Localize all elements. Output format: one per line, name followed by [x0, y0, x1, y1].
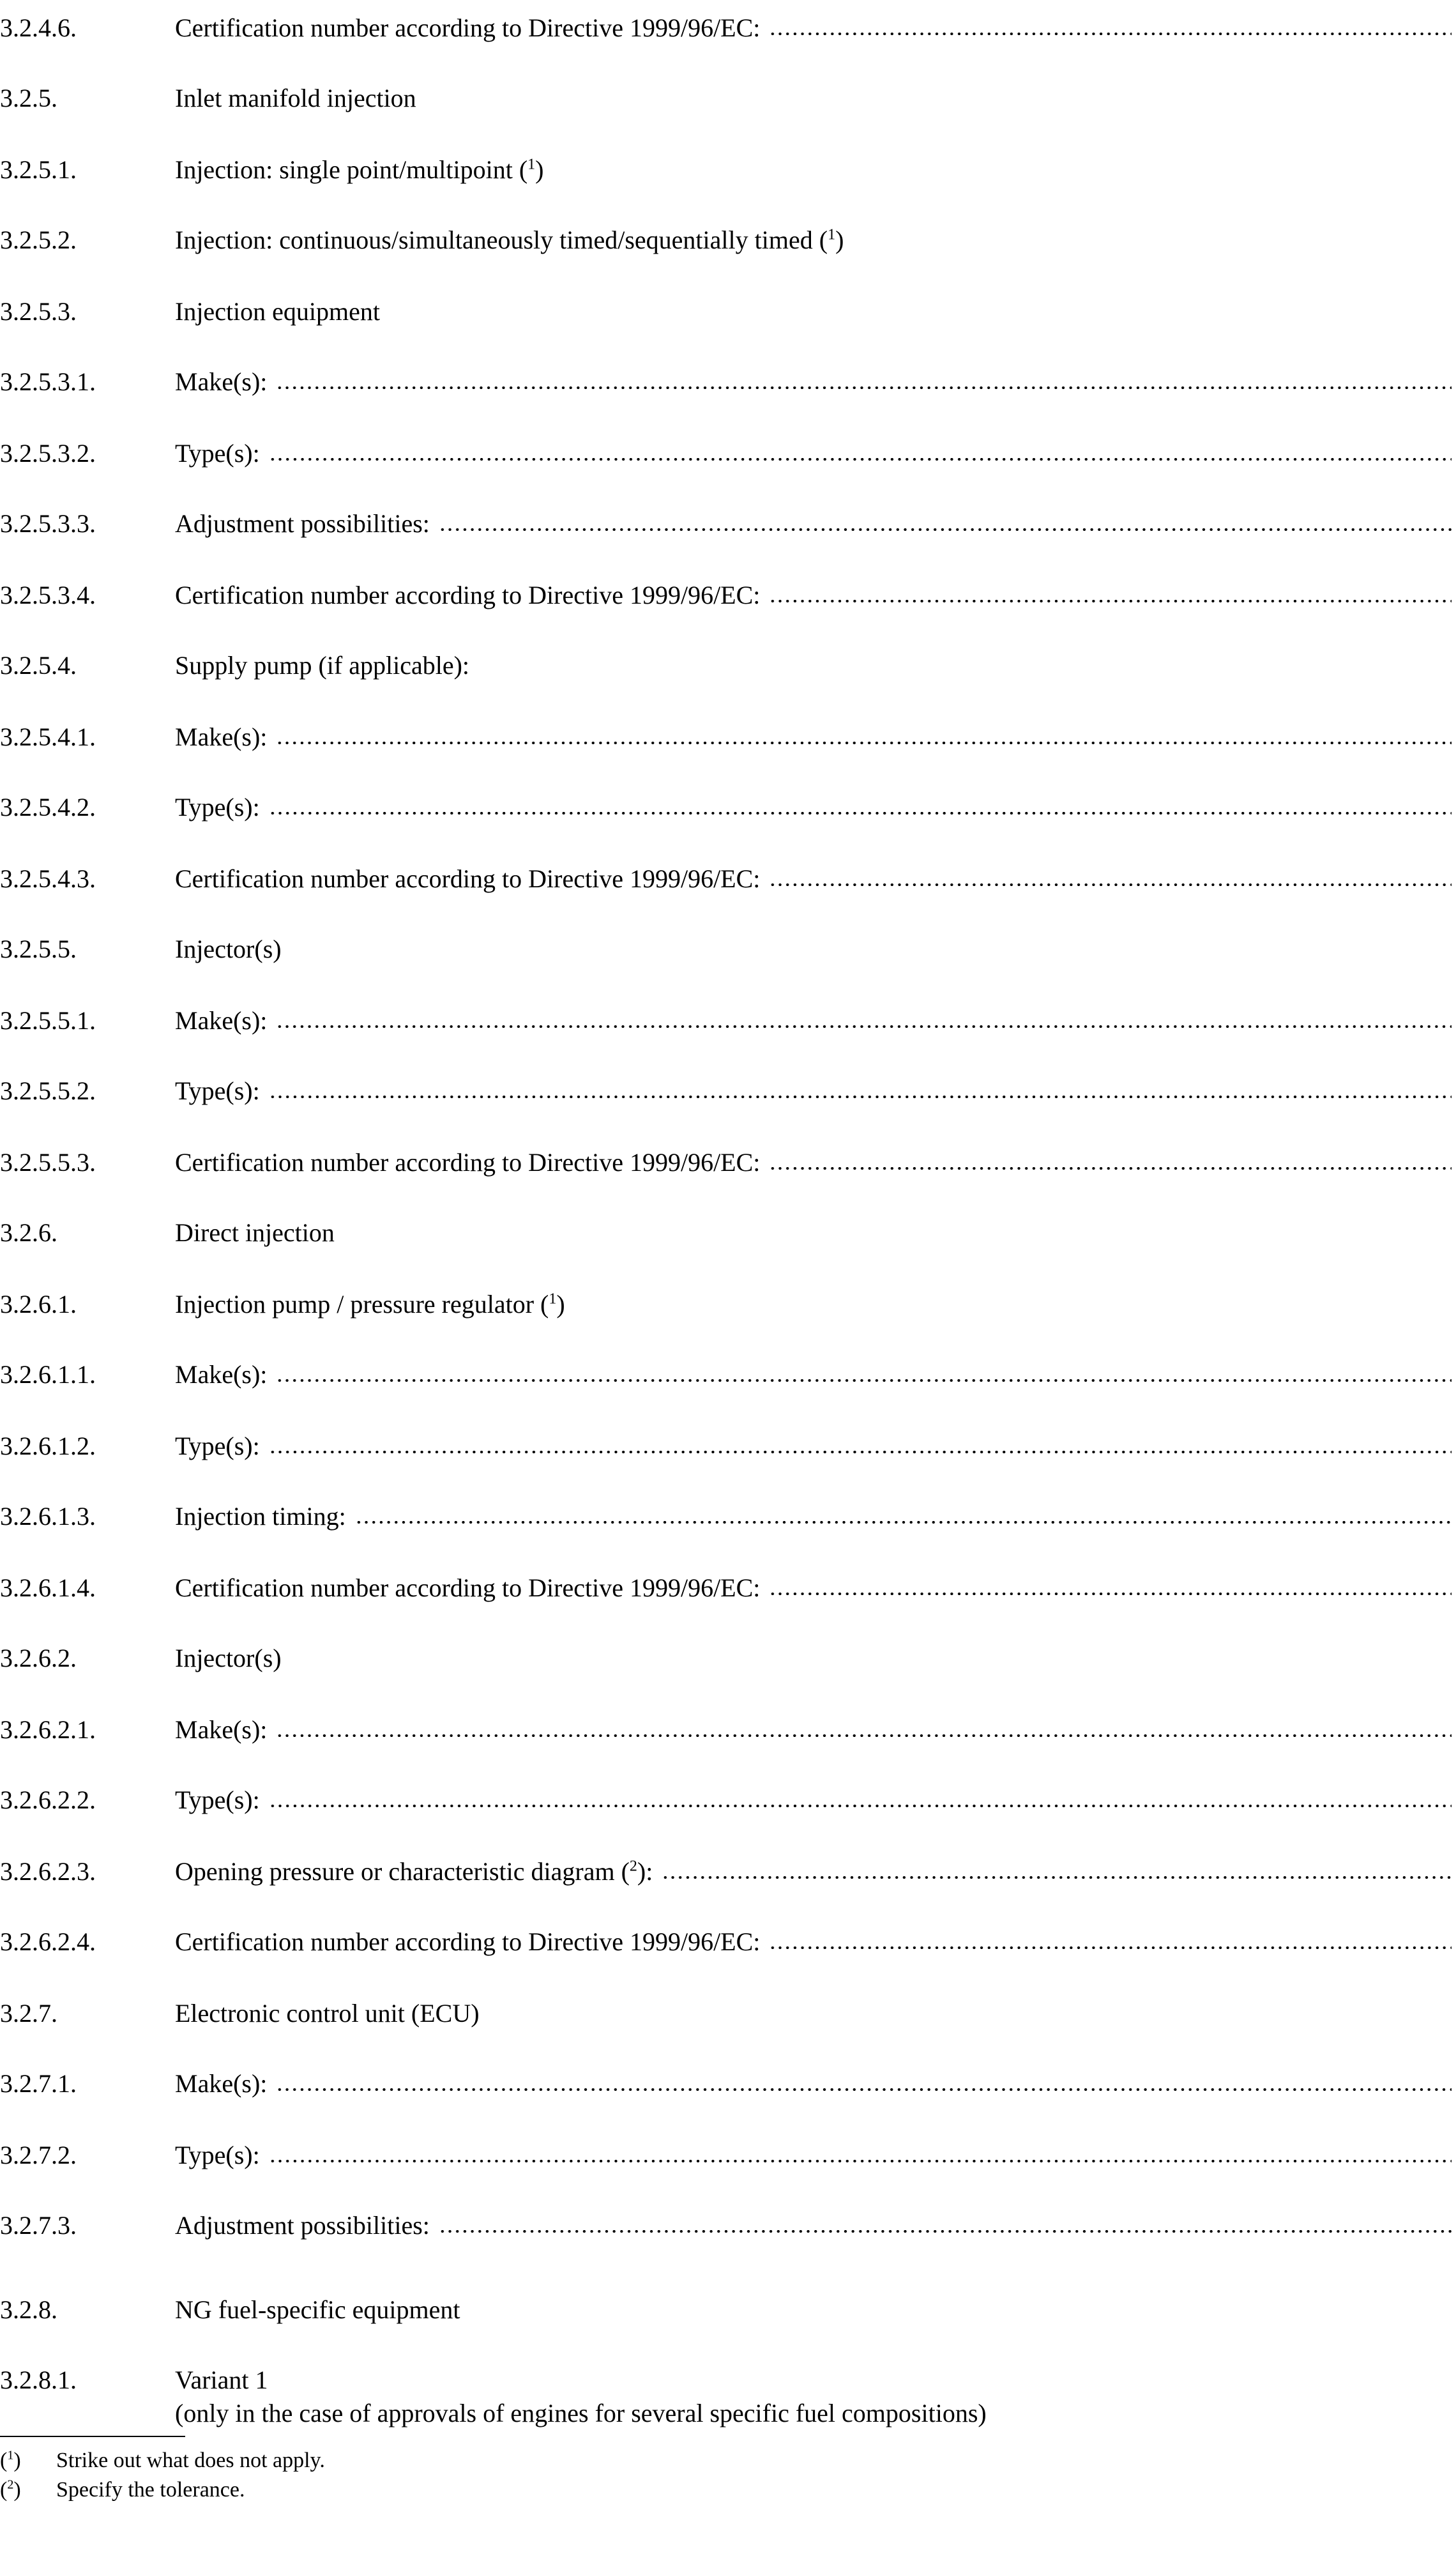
form-row: [0, 1430, 1452, 1465]
item-label: [175, 1288, 565, 1321]
item-label-text: Make(s):: [175, 1360, 268, 1389]
item-line: [175, 2067, 1452, 2100]
item-body: [175, 1997, 1452, 2030]
fill-in-dotted-line: [269, 2160, 1452, 2162]
item-label-text: Supply pump (if applicable):: [175, 651, 470, 680]
item-line: [175, 1146, 1452, 1179]
item-label-text: Opening pressure or characteristic diagram (: [175, 1857, 630, 1886]
item-body: [175, 2209, 1452, 2242]
form-row: [0, 1713, 1452, 1749]
item-body: [175, 11, 1452, 45]
item-body: [175, 1642, 1452, 1675]
item-line: [175, 365, 1452, 399]
item-line: [175, 1571, 1452, 1605]
item-label: [175, 11, 760, 45]
item-line: [175, 153, 1452, 187]
form-row: [0, 1997, 1452, 2033]
item-body: [175, 791, 1452, 824]
item-line: [175, 2139, 1452, 2172]
form-row: [0, 1146, 1452, 1182]
item-number: 3.2.5.3.: [0, 297, 77, 326]
item-line: [175, 2209, 1452, 2242]
item-number: 3.2.4.6.: [0, 13, 77, 42]
form-row: [0, 365, 1452, 401]
item-number: 3.2.8.1.: [0, 2366, 77, 2394]
fill-in-dotted-line: [276, 1025, 1452, 1028]
item-body: [175, 721, 1452, 754]
item-label-tail: ): [535, 155, 544, 184]
item-label-text: Injection equipment: [175, 297, 381, 326]
item-label-text: Certification number according to Directive 1999/96/EC:: [175, 1573, 761, 1602]
item-body: [175, 82, 1452, 115]
item-label: [175, 1500, 346, 1533]
item-label: [175, 1430, 260, 1463]
item-line: [175, 437, 1452, 470]
footnote-text: Strike out what does not apply.: [56, 2449, 325, 2472]
item-body: [175, 862, 1452, 896]
item-label-text: Certification number according to Directive 1999/96/EC:: [175, 581, 761, 609]
item-label: [175, 1855, 653, 1888]
item-line: [175, 2293, 1452, 2327]
item-line: [175, 791, 1452, 824]
item-line: [175, 579, 1452, 612]
item-line: [175, 1216, 1452, 1250]
item-label: [175, 82, 416, 115]
item-label-tail: ): [835, 226, 844, 254]
item-number: 3.2.6.1.: [0, 1290, 77, 1319]
item-line: [175, 1004, 1452, 1037]
footnote-reference: 1: [828, 226, 836, 243]
item-number: 3.2.7.3.: [0, 2211, 77, 2240]
item-line: [175, 1288, 1452, 1321]
item-body: [175, 1925, 1452, 1959]
item-body: [175, 1784, 1452, 1817]
item-body: [175, 153, 1452, 187]
item-body: [175, 1288, 1452, 1321]
item-body: [175, 933, 1452, 966]
item-label: [175, 2209, 430, 2242]
item-line: [175, 82, 1452, 115]
fill-in-dotted-line: [769, 600, 1452, 602]
item-line: [175, 2364, 1452, 2397]
item-body: [175, 295, 1452, 328]
item-label: [175, 1216, 335, 1250]
item-number: 3.2.7.1.: [0, 2069, 77, 2098]
item-label: [175, 721, 267, 754]
form-row: [0, 933, 1452, 968]
item-label: [175, 1074, 260, 1108]
form-row: [0, 1855, 1452, 1891]
form-row: [0, 1288, 1452, 1324]
form-row: [0, 295, 1452, 331]
item-body: [175, 1713, 1452, 1747]
form-row: [0, 1642, 1452, 1678]
item-label: [175, 1713, 267, 1747]
item-label-text: Type(s):: [175, 439, 260, 468]
item-number: 3.2.5.1.: [0, 155, 77, 184]
fill-in-dotted-line: [355, 1521, 1452, 1524]
item-label-text: Type(s):: [175, 1076, 260, 1105]
fill-in-dotted-line: [269, 1096, 1452, 1098]
item-number: 3.2.6.1.1.: [0, 1360, 96, 1389]
item-label-text: Type(s):: [175, 2141, 260, 2169]
item-line: [175, 1713, 1452, 1747]
item-label-text: Adjustment possibilities:: [175, 2211, 430, 2240]
item-number: 3.2.7.: [0, 1999, 57, 2028]
item-label-text: Make(s):: [175, 1715, 268, 1744]
item-number: 3.2.5.3.1.: [0, 367, 96, 396]
form-row: [0, 2293, 1452, 2329]
fill-in-dotted-line: [276, 2088, 1452, 2091]
item-label-text: Make(s):: [175, 722, 268, 751]
item-body: [175, 1004, 1452, 1037]
item-label: [175, 1146, 760, 1179]
item-label-text: Make(s):: [175, 367, 268, 396]
item-body: [175, 437, 1452, 470]
item-label: [175, 1004, 267, 1037]
item-line: [175, 862, 1452, 896]
item-label: [175, 224, 844, 257]
item-line: [175, 1430, 1452, 1463]
item-body: [175, 1146, 1452, 1179]
form-row: [0, 2364, 1452, 2427]
form-row: [0, 1004, 1452, 1040]
fill-in-dotted-line: [439, 2230, 1452, 2233]
form-row: [0, 1216, 1452, 1252]
item-label-text: Certification number according to Directive 1999/96/EC:: [175, 864, 761, 893]
item-number: 3.2.6.2.2.: [0, 1785, 96, 1814]
fill-in-dotted-line: [269, 1451, 1452, 1453]
item-label: [175, 1642, 282, 1675]
item-label-text: Injection: single point/multipoint (: [175, 155, 528, 184]
form-row: [0, 1358, 1452, 1394]
item-label: [175, 2067, 267, 2100]
item-number: 3.2.5.3.3.: [0, 509, 96, 538]
item-body: [175, 1855, 1452, 1888]
item-label-text: NG fuel-specific equipment: [175, 2295, 460, 2324]
item-label: [175, 933, 282, 966]
form-row: [0, 791, 1452, 827]
item-label-text: Make(s):: [175, 1006, 268, 1035]
item-body: [175, 1571, 1452, 1605]
item-number: 3.2.5.: [0, 84, 57, 112]
fill-in-dotted-line: [276, 1379, 1452, 1382]
fill-in-dotted-line: [276, 742, 1452, 744]
item-body: [175, 2293, 1452, 2327]
item-label-text: Injection pump / pressure regulator (: [175, 1290, 549, 1319]
fill-in-dotted-line: [769, 33, 1452, 35]
item-label: [175, 1784, 260, 1817]
item-number: 3.2.5.2.: [0, 226, 77, 254]
item-number: 3.2.5.5.3.: [0, 1148, 96, 1177]
item-number: 3.2.5.5.1.: [0, 1006, 96, 1035]
item-label-text: Variant 1: [175, 2366, 268, 2394]
fill-in-dotted-line: [769, 1946, 1452, 1949]
item-label-text: Type(s):: [175, 793, 260, 822]
form-row: [0, 2067, 1452, 2103]
form-row: [0, 1925, 1452, 1961]
item-label: [175, 1571, 760, 1605]
item-number: 3.2.5.3.2.: [0, 439, 96, 468]
item-label-tail: ): [556, 1290, 565, 1319]
item-number: 3.2.5.5.: [0, 935, 77, 963]
item-label-text: Injection timing:: [175, 1502, 346, 1531]
item-line: [175, 507, 1452, 540]
form-row: [0, 2139, 1452, 2175]
item-line: [175, 1925, 1452, 1959]
item-label: [175, 579, 760, 612]
footnote-number: 1: [7, 2448, 14, 2463]
item-body: [175, 1358, 1452, 1391]
fill-in-dotted-line: [276, 1734, 1452, 1737]
item-line: [175, 1642, 1452, 1675]
item-number: 3.2.5.4.2.: [0, 793, 96, 822]
item-body: [175, 1500, 1452, 1533]
item-line: [175, 1500, 1452, 1533]
item-line: [175, 1358, 1452, 1391]
fill-in-dotted-line: [276, 386, 1452, 389]
form-row: [0, 2209, 1452, 2245]
item-body: [175, 1216, 1452, 1250]
item-body: [175, 365, 1452, 399]
item-number: 3.2.6.2.: [0, 1644, 77, 1672]
form-row: [0, 1571, 1452, 1607]
item-label: [175, 437, 260, 470]
item-label: [175, 1358, 267, 1391]
item-number: 3.2.6.1.3.: [0, 1502, 96, 1531]
item-number: 3.2.5.4.1.: [0, 722, 96, 751]
form-row: [0, 1784, 1452, 1819]
fill-in-dotted-line: [269, 458, 1452, 461]
item-number: 3.2.6.2.1.: [0, 1715, 96, 1744]
fill-in-dotted-line: [269, 1805, 1452, 1807]
item-line: [175, 224, 1452, 257]
item-label-text: Direct injection: [175, 1218, 335, 1247]
fill-in-dotted-line: [769, 1593, 1452, 1595]
item-line: [175, 649, 1452, 682]
item-line: [175, 295, 1452, 328]
item-label-text: Injector(s): [175, 935, 282, 963]
item-label-tail: ):: [637, 1857, 653, 1886]
item-label-text: Injection: continuous/simultaneously timed/sequentially timed (: [175, 226, 828, 254]
footnote-text: Specify the tolerance.: [56, 2478, 245, 2502]
footnote-number: 2: [7, 2477, 14, 2492]
item-line: [175, 1997, 1452, 2030]
form-row: [0, 721, 1452, 756]
item-label-text: Make(s):: [175, 2069, 268, 2098]
item-label: [175, 2139, 260, 2172]
item-label: [175, 649, 469, 682]
item-number: 3.2.5.5.2.: [0, 1076, 96, 1105]
fill-in-dotted-line: [769, 883, 1452, 886]
footnote-reference: 1: [549, 1290, 557, 1308]
item-label: [175, 862, 760, 896]
item-label: [175, 1925, 760, 1959]
form-row: [0, 224, 1452, 259]
form-row: [0, 437, 1452, 473]
fill-in-dotted-line: [662, 1876, 1452, 1879]
item-label-text: Certification number according to Directive 1999/96/EC:: [175, 13, 761, 42]
form-row: [0, 1074, 1452, 1110]
fill-in-dotted-line: [769, 1167, 1452, 1170]
item-label-text: Certification number according to Directive 1999/96/EC:: [175, 1148, 761, 1177]
item-number: 3.2.6.1.2.: [0, 1432, 96, 1460]
item-line: [175, 1784, 1452, 1817]
item-body: [175, 2139, 1452, 2172]
item-label-text: Inlet manifold injection: [175, 84, 416, 112]
item-number: 3.2.7.2.: [0, 2141, 77, 2169]
item-number: 3.2.6.2.4.: [0, 1927, 96, 1956]
item-label-text: Adjustment possibilities:: [175, 509, 430, 538]
item-label-text: Type(s):: [175, 1785, 260, 1814]
item-label: [175, 365, 267, 399]
item-line: [175, 933, 1452, 966]
form-row: [0, 507, 1452, 543]
item-label-text: Injector(s): [175, 1644, 282, 1672]
item-number: 3.2.6.2.3.: [0, 1857, 96, 1886]
form-row: [0, 153, 1452, 189]
form-row: [0, 649, 1452, 685]
footnote-marker: ($^2$): [0, 2477, 21, 2502]
item-line: [175, 11, 1452, 45]
item-body: [175, 224, 1452, 257]
footnote-reference: 2: [629, 1858, 637, 1875]
item-number: 3.2.6.1.4.: [0, 1573, 96, 1602]
item-body: [175, 649, 1452, 682]
item-label-text: Electronic control unit (ECU): [175, 1999, 480, 2028]
item-number: 3.2.5.4.3.: [0, 864, 96, 893]
item-line: [175, 1074, 1452, 1108]
item-body: [175, 1074, 1452, 1108]
item-body: [175, 579, 1452, 612]
item-number: 3.2.5.4.: [0, 651, 77, 680]
form-row: [0, 82, 1452, 118]
item-line: [175, 1855, 1452, 1888]
item-number: 3.2.8.: [0, 2295, 57, 2324]
fill-in-dotted-line: [439, 528, 1452, 531]
footnote-reference: 1: [527, 156, 536, 173]
item-label: [175, 295, 380, 328]
footnote-marker: ($^1$): [0, 2448, 21, 2472]
item-note: (only in the case of approvals of engines for several specific fuel compositions): [175, 2399, 987, 2427]
item-label: [175, 507, 430, 540]
footnote-separator: [0, 2436, 185, 2437]
item-label: [175, 791, 260, 824]
item-number: 3.2.6.: [0, 1218, 57, 1247]
item-body: [175, 2364, 1452, 2430]
item-label-text: Type(s):: [175, 1432, 260, 1460]
form-row: [0, 862, 1452, 898]
item-number: 3.2.5.3.4.: [0, 581, 96, 609]
item-label: [175, 153, 544, 187]
item-body: [175, 507, 1452, 540]
item-label: [175, 2364, 268, 2397]
item-line: [175, 721, 1452, 754]
item-label: [175, 1997, 480, 2030]
form-row: [0, 1500, 1452, 1536]
form-row: [0, 579, 1452, 615]
item-label: [175, 2293, 460, 2327]
item-body: [175, 1430, 1452, 1463]
item-label-text: Certification number according to Directive 1999/96/EC:: [175, 1927, 761, 1956]
fill-in-dotted-line: [269, 812, 1452, 814]
item-body: [175, 2067, 1452, 2100]
form-row: [0, 11, 1452, 47]
